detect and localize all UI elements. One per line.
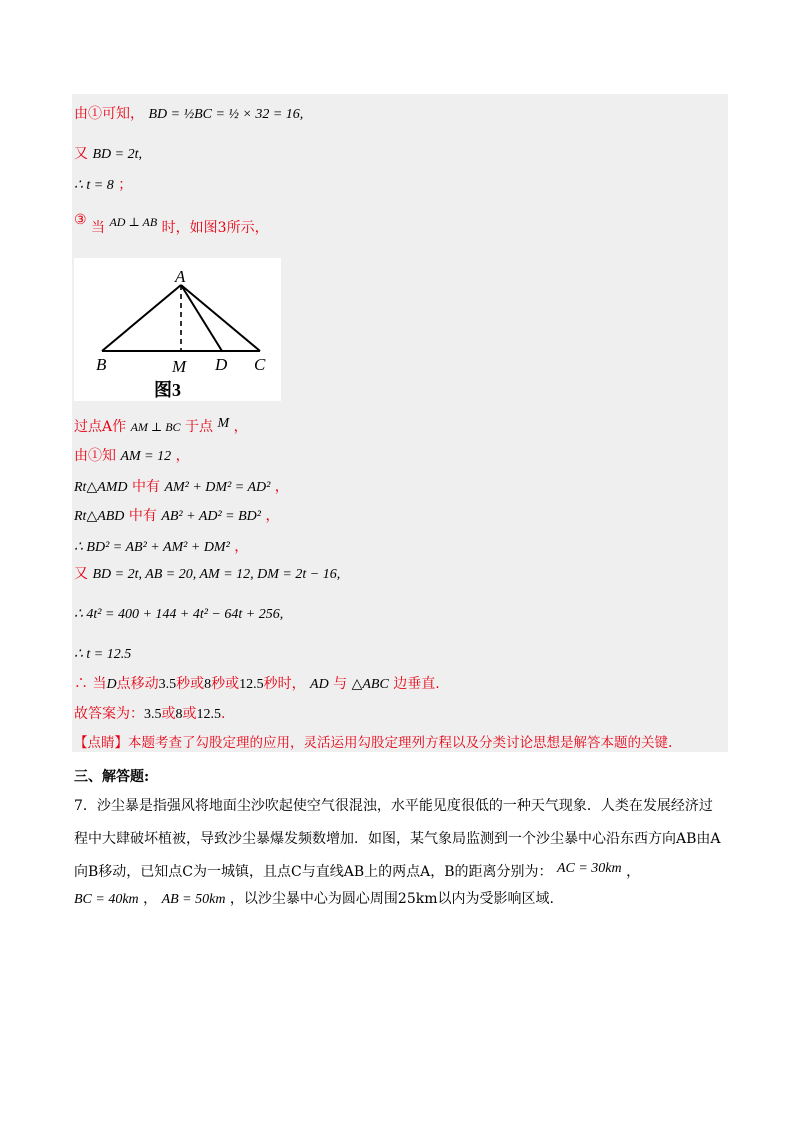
line-6-tail: ， xyxy=(175,448,190,464)
line-14-a: 故答案为： xyxy=(74,706,144,722)
solution-line-13 xyxy=(74,674,440,695)
solution-line-7 xyxy=(74,477,289,498)
solution-line-12 xyxy=(74,644,131,665)
figure-3 xyxy=(74,258,281,401)
line-7-tail: ， xyxy=(274,479,289,495)
line-13-g: 秒或 xyxy=(211,676,240,692)
problem-line-4 xyxy=(74,889,554,910)
line-5-tail: ， xyxy=(233,419,248,435)
line-13-value-2: 8 xyxy=(204,677,212,692)
line-13-segment-ad: AD xyxy=(310,677,329,692)
line-5-point: M xyxy=(217,416,230,431)
line-4-formula: AD ⊥ AB xyxy=(109,215,158,229)
line-14-e: 或 xyxy=(182,706,197,722)
line-13-m: 边垂直. xyxy=(393,676,440,692)
solution-line-10 xyxy=(74,564,340,585)
solution-line-5 xyxy=(74,414,248,437)
line-13-e: 秒或 xyxy=(176,676,205,692)
line-8-triangle: Rt△ABD xyxy=(74,509,125,524)
line-13-c: 点移动 xyxy=(116,676,159,692)
segment-ad xyxy=(181,285,222,351)
line-8-text: 中有 xyxy=(128,508,157,524)
line-9-formula: ∴ BD² = AB² + AM² + DM² xyxy=(74,540,230,555)
line-14-c: 或 xyxy=(161,706,176,722)
line-3-tail: ； xyxy=(118,177,133,193)
line-8-tail: ， xyxy=(265,508,280,524)
line-6-formula: AM = 12 xyxy=(120,449,172,464)
solution-line-4 xyxy=(74,210,269,238)
problem-line-1: 7．沙尘暴是指强风将地面尘沙吹起使空气很混浊，水平能见度很低的一种天气现象．人类在发展经济过 xyxy=(74,798,713,814)
problem-line-3 xyxy=(74,859,640,882)
line-7-text: 中有 xyxy=(132,479,160,495)
problem-line-2: 程中大肆破坏植被，导致沙尘暴爆发频数增加．如图，某气象局监测到一个沙尘暴中心沿东西方向AB由A xyxy=(74,831,721,847)
line-3-formula: ∴ t = 8 xyxy=(74,178,114,193)
line-10-text: 又 xyxy=(74,566,88,582)
line-2-formula: BD = 2t, xyxy=(92,147,142,162)
problem-line-4-sep: ， xyxy=(143,891,158,907)
line-1-text: 由①可知， xyxy=(74,106,144,122)
line-13-a: ∴ 当 xyxy=(74,676,107,692)
label-d: D xyxy=(215,355,228,374)
label-a: A xyxy=(175,267,186,286)
section-title: 三、解答题: xyxy=(74,769,150,785)
label-m: M xyxy=(172,357,187,376)
case-3-marker: ③ xyxy=(74,212,87,228)
problem-ac-length: AC = 30km xyxy=(556,861,622,876)
solution-line-2 xyxy=(74,144,142,165)
line-13-triangle: △ABC xyxy=(351,677,389,692)
line-11-formula: ∴ 4t² = 400 + 144 + 4t² − 64t + 256, xyxy=(74,607,284,622)
line-1-formula: BD = ½BC = ½ × 32 = 16, xyxy=(148,107,304,122)
problem-line-3-tail: ， xyxy=(626,864,641,880)
line-13-value-1: 3.5 xyxy=(158,677,177,692)
answer-value-2: 8 xyxy=(175,707,183,722)
solution-line-8 xyxy=(74,506,279,527)
line-14-g: . xyxy=(221,706,226,722)
triangle-diagram xyxy=(74,258,281,401)
segment-ab xyxy=(102,285,181,351)
solution-line-14 xyxy=(74,704,225,725)
line-13-k: 与 xyxy=(333,676,348,692)
solution-line-9 xyxy=(74,537,248,558)
line-4-text: 当 xyxy=(91,220,106,236)
line-5-text-2: 于点 xyxy=(184,419,213,435)
line-2-text: 又 xyxy=(74,146,88,162)
line-5-text: 过点A作 xyxy=(74,419,127,435)
solution-line-11 xyxy=(74,604,283,625)
line-10-formula: BD = 2t, AB = 20, AM = 12, DM = 2t − 16, xyxy=(92,567,341,582)
problem-bc-length: BC = 40km xyxy=(74,892,139,907)
segment-ac xyxy=(181,285,260,351)
line-13-i: 秒时， xyxy=(263,676,306,692)
line-8-formula: AB² + AD² = BD² xyxy=(161,509,261,524)
line-4-text-2: 时，如图3所示， xyxy=(161,220,269,236)
line-6-text: 由①知 xyxy=(74,448,116,464)
line-9-tail: ， xyxy=(234,539,249,555)
problem-ab-length: AB = 50km xyxy=(161,892,226,907)
line-7-triangle: Rt△AMD xyxy=(74,480,128,495)
solution-line-3 xyxy=(74,175,132,196)
line-13-value-3: 12.5 xyxy=(239,677,264,692)
solution-line-1 xyxy=(74,104,303,125)
solution-line-6 xyxy=(74,446,190,467)
line-5-formula: AM ⊥ BC xyxy=(130,420,181,434)
answer-value-3: 12.5 xyxy=(196,707,221,722)
solution-comment: 【点睛】本题考查了勾股定理的应用，灵活运用勾股定理列方程以及分类讨论思想是解答本题的关键. xyxy=(74,735,673,751)
line-13-point-d: D xyxy=(106,677,117,692)
problem-line-3-text: 向B移动，已知点C为一城镇，且点C与直线AB上的两点A，B的距离分别为： xyxy=(74,864,553,880)
figure-caption: 图3 xyxy=(154,380,181,400)
problem-line-4-text: ，以沙尘暴中心为圆心周围25km以内为受影响区域. xyxy=(229,891,554,907)
line-12-formula: ∴ t = 12.5 xyxy=(74,647,132,662)
answer-value-1: 3.5 xyxy=(144,707,162,722)
label-b: B xyxy=(96,355,107,374)
label-c: C xyxy=(254,355,266,374)
line-7-formula: AM² + DM² = AD² xyxy=(164,480,271,495)
